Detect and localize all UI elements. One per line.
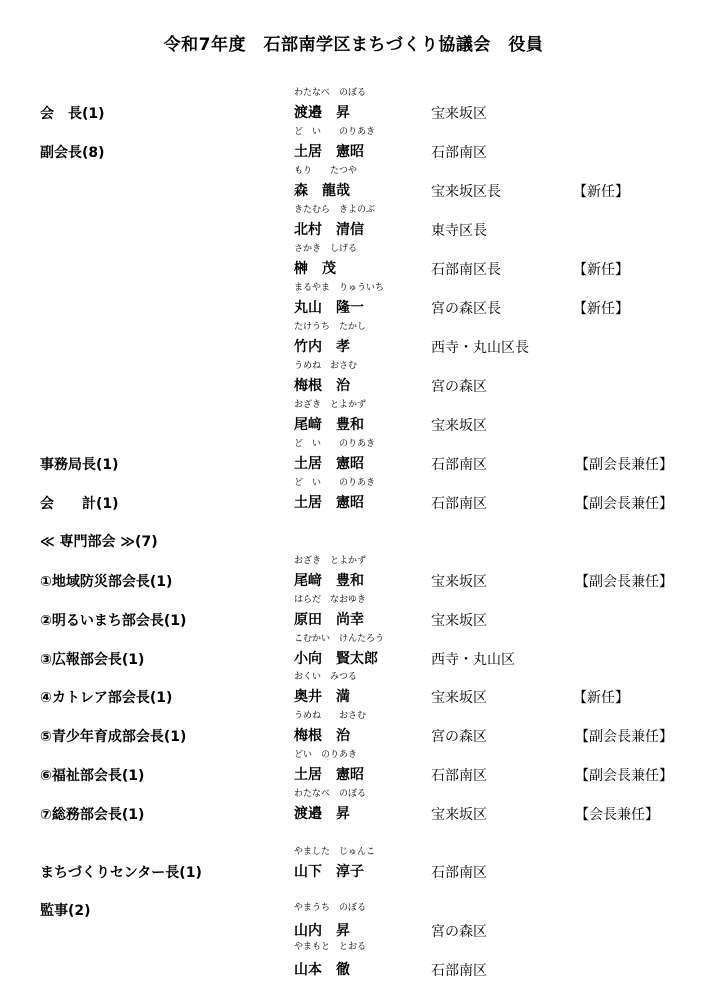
person-name: 小向 賢太郎: [294, 651, 378, 667]
role-label: ⑦総務部会長(1): [40, 807, 145, 823]
person-name: 渡邉 昇: [294, 806, 350, 822]
district: 石部南区: [431, 457, 487, 473]
name-reading: おざき とよかず: [294, 400, 367, 410]
name-reading: わたなべ のぼる: [294, 88, 367, 98]
status-note: 【副会長兼任】: [575, 729, 673, 745]
name-reading: きたむら きよのぶ: [294, 205, 376, 215]
role-label: ⑥福祉部会長(1): [40, 768, 145, 784]
department-row: [0, 748, 707, 786]
name-reading: ど い のりあき: [294, 439, 376, 449]
name-reading: おざき とよかず: [294, 556, 367, 566]
name-reading: うめね おさむ: [294, 711, 367, 721]
officer-row: [0, 125, 707, 163]
department-row: [0, 632, 707, 670]
name-reading: たけうち たかし: [294, 322, 367, 332]
district: 宮の森区: [431, 924, 487, 940]
person-name: 梅根 治: [294, 378, 350, 394]
name-reading: こむかい けんたろう: [294, 634, 385, 644]
district: 宝来坂区: [431, 690, 487, 706]
district: 宝来坂区: [431, 574, 487, 590]
person-name: 森 龍哉: [294, 183, 350, 199]
status-note: 【新任】: [573, 690, 629, 706]
person-name: 丸山 隆一: [294, 300, 364, 316]
officer-row: [0, 476, 707, 514]
name-reading: ど い のりあき: [294, 478, 376, 488]
person-name: 土居 憲昭: [294, 456, 364, 472]
district: 宮の森区: [431, 379, 487, 395]
status-note: 【新任】: [573, 184, 629, 200]
person-name: 尾﨑 豊和: [294, 573, 364, 589]
district: 宝来坂区長: [431, 184, 501, 200]
person-name: 山下 淳子: [294, 864, 364, 880]
officer-row: [0, 242, 707, 280]
department-row: [0, 670, 707, 708]
district: 宝来坂区: [431, 613, 487, 629]
name-reading: ど い のりあき: [294, 127, 376, 137]
name-reading: やました じゅんこ: [294, 847, 376, 857]
role-label: ⑤青少年育成部会長(1): [40, 729, 187, 745]
department-row: [0, 709, 707, 747]
role-label: 副会長(8): [40, 145, 105, 161]
auditors-role-label: 監事(2): [40, 903, 91, 919]
district: 宝来坂区: [431, 106, 487, 122]
person-name: 山本 徹: [294, 962, 350, 978]
status-note: 【副会長兼任】: [575, 768, 673, 784]
person-name: 北村 清信: [294, 222, 364, 238]
officer-row: [0, 86, 707, 124]
officer-row: [0, 281, 707, 319]
officer-row: [0, 203, 707, 241]
person-name: 渡邉 昇: [294, 105, 350, 121]
status-note: 【副会長兼任】: [575, 574, 673, 590]
role-label: ①地域防災部会長(1): [40, 574, 173, 590]
name-reading: うめね おさむ: [294, 361, 358, 371]
person-name: 山内 昇: [294, 923, 350, 939]
district: 石部南区: [431, 145, 487, 161]
name-reading: はらだ なおゆき: [294, 595, 367, 605]
person-name: 尾﨑 豊和: [294, 417, 364, 433]
person-name: 原田 尚幸: [294, 612, 364, 628]
role-label: ④カトレア部会長(1): [40, 690, 173, 706]
center-head-row: [0, 845, 707, 883]
district: 石部南区: [431, 768, 487, 784]
role-label: まちづくりセンター長(1): [40, 865, 202, 881]
role-label: ③広報部会長(1): [40, 652, 145, 668]
role-label: 会 計(1): [40, 496, 119, 512]
department-row: [0, 554, 707, 592]
officer-row: [0, 359, 707, 397]
department-row: [0, 787, 707, 825]
person-name: 榊 茂: [294, 261, 336, 277]
section-heading: ≪ 専門部会 ≫(7): [40, 534, 158, 550]
name-reading: わたなべ のぼる: [294, 789, 367, 799]
role-label: ②明るいまち部会長(1): [40, 613, 187, 629]
name-reading: やまうち のぼる: [294, 903, 367, 913]
district: 石部南区: [431, 963, 487, 979]
status-note: 【会長兼任】: [575, 807, 659, 823]
district: 西寺・丸山区: [431, 652, 515, 668]
district: 宝来坂区: [431, 418, 487, 434]
status-note: 【新任】: [573, 262, 629, 278]
officer-row: [0, 164, 707, 202]
name-reading: おくい みつる: [294, 672, 357, 682]
auditor-row: [0, 901, 707, 939]
department-row: [0, 593, 707, 631]
person-name: 奥井 満: [294, 689, 350, 705]
person-name: 土居 憲昭: [294, 144, 364, 160]
district: 宮の森区: [431, 729, 487, 745]
district: 石部南区長: [431, 262, 501, 278]
district: 石部南区: [431, 865, 487, 881]
role-label: 会 長(1): [40, 106, 105, 122]
person-name: 竹内 孝: [294, 339, 350, 355]
person-name: 土居 憲昭: [294, 495, 364, 511]
person-name: 土居 憲昭: [294, 767, 364, 783]
officer-row: [0, 320, 707, 358]
name-reading: やまもと とおる: [294, 942, 367, 952]
status-note: 【新任】: [573, 301, 629, 317]
status-note: 【副会長兼任】: [575, 496, 673, 512]
officer-row: [0, 437, 707, 475]
name-reading: まるやま りゅういち: [294, 283, 385, 293]
name-reading: もり たつや: [294, 166, 358, 176]
district: 東寺区長: [431, 223, 487, 239]
document-title: 令和7年度 石部南学区まちづくり協議会 役員: [163, 35, 544, 55]
district: 宝来坂区: [431, 807, 487, 823]
district: 西寺・丸山区長: [431, 340, 529, 356]
name-reading: どい のりあき: [294, 750, 358, 760]
name-reading: さかき しげる: [294, 244, 358, 254]
status-note: 【副会長兼任】: [575, 457, 673, 473]
officer-row: [0, 398, 707, 436]
role-label: 事務局長(1): [40, 457, 119, 473]
person-name: 梅根 治: [294, 728, 350, 744]
district: 石部南区: [431, 496, 487, 512]
auditor-row: [0, 940, 707, 978]
district: 宮の森区長: [431, 301, 501, 317]
